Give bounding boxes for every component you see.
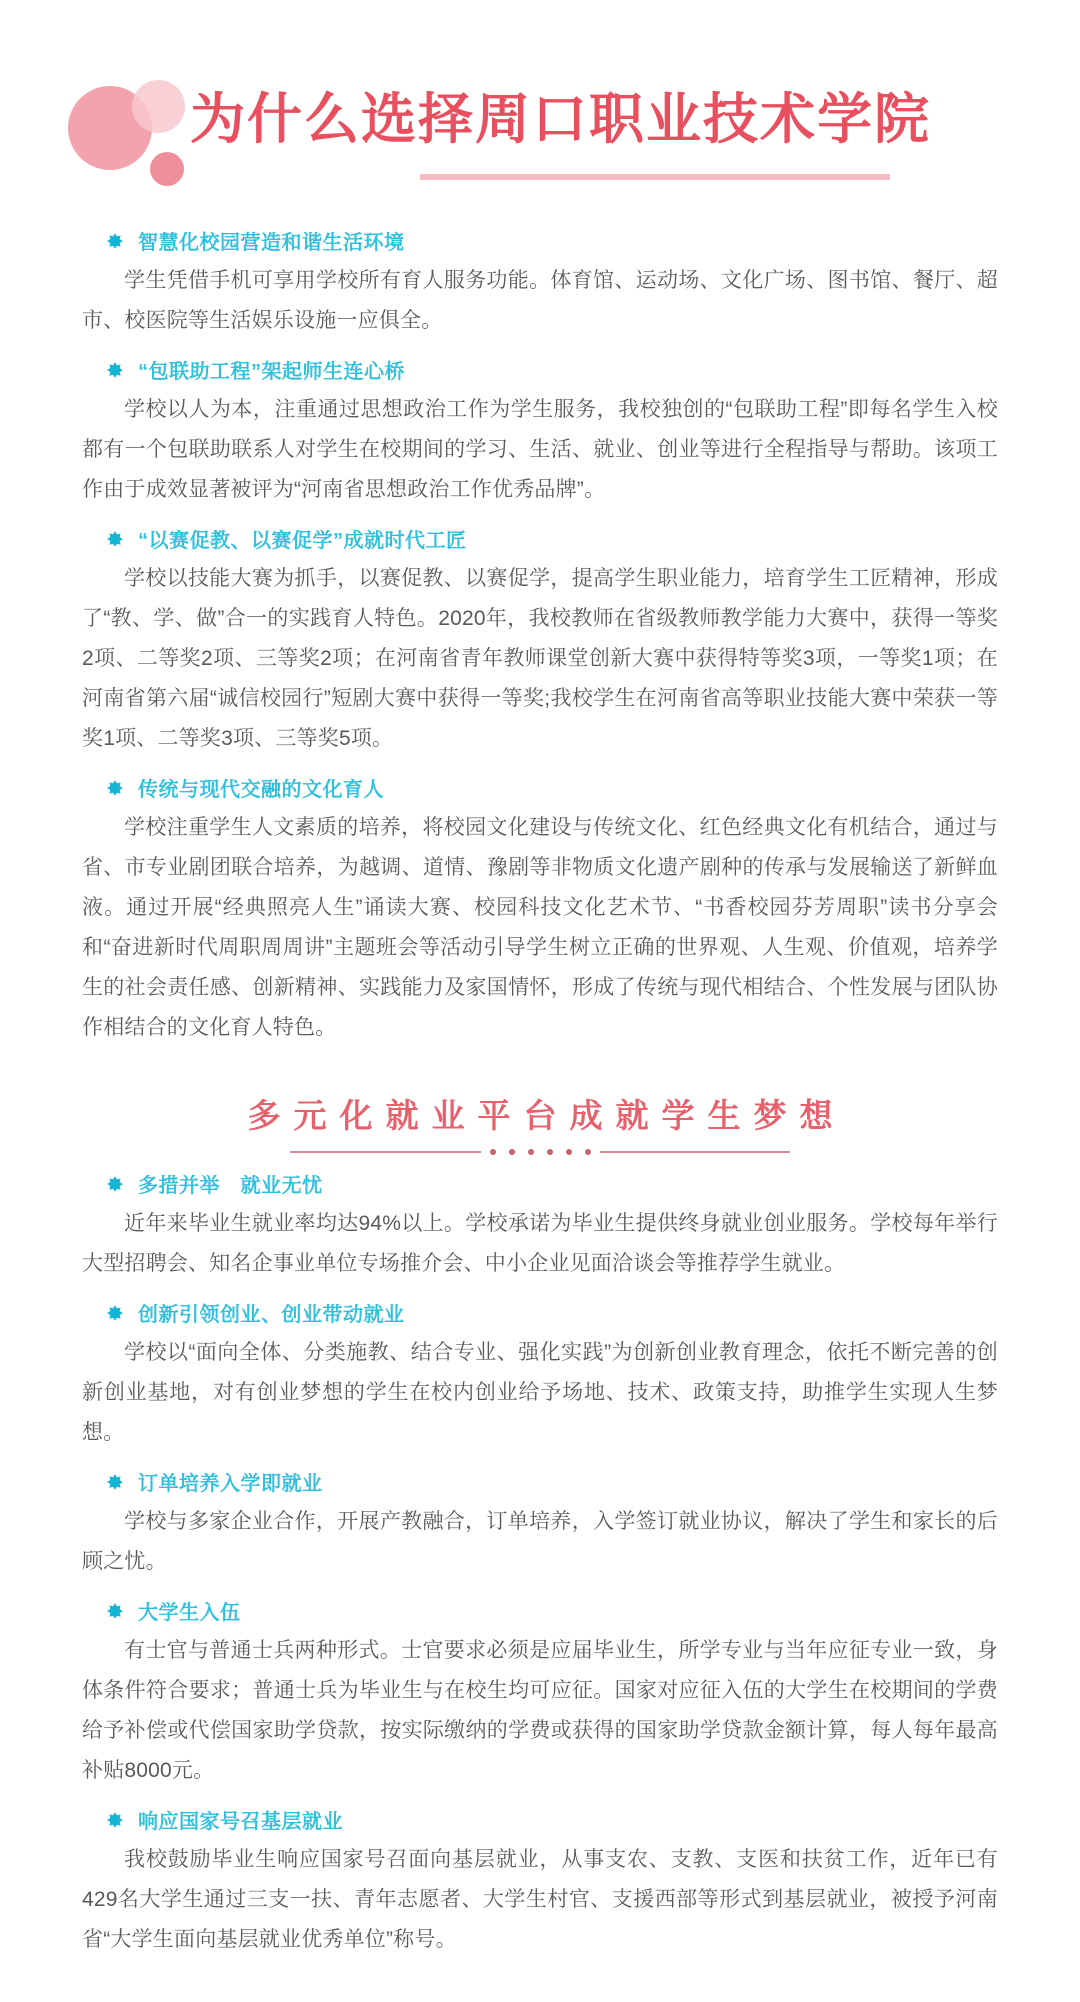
flower-bullet-icon <box>106 1175 124 1193</box>
divider-dots <box>490 1149 591 1155</box>
section-paragraph: 学生凭借手机可享用学校所有育人服务功能。体育馆、运动场、文化广场、图书馆、餐厅、超市、校医院等生活娱乐设施一应俱全。 <box>82 269 998 332</box>
section-heading <box>106 1169 998 1198</box>
section-block <box>82 226 998 341</box>
section-paragraph: 有士官与普通士兵两种形式。士官要求必须是应届毕业生，所学专业与当年应征专业一致，身体条件符合要求；普通士兵为毕业生与在校生均可应征。国家对应征入伍的大学生在校期间的学费给予补偿或代偿国家助学贷款，按实际缴纳的学费或获得的国家助学贷款金额计算，每人每年最高补贴8000元。 <box>82 1639 998 1782</box>
divider-dot <box>547 1149 553 1155</box>
section-paragraph: 近年来毕业生就业率均达94%以上。学校承诺为毕业生提供终身就业创业服务。学校每年举行大型招聘会、知名企事业单位专场推介会、中小企业见面洽谈会等推荐学生就业。 <box>82 1212 998 1275</box>
section-heading-label: “以赛促教、以赛促学”成就时代工匠 <box>138 530 467 552</box>
section-paragraph: 学校以人为本，注重通过思想政治工作为学生服务，我校独创的“包联助工程”即每名学生入校都有一个包联助联系人对学生在校期间的学习、生活、就业、创业等进行全程指导与帮助。该项工作由于成效显著被评为“河南省思想政治工作优秀品牌”。 <box>82 398 998 501</box>
section-paragraph: 学校以“面向全体、分类施教、结合专业、强化实践”为创新创业教育理念，依托不断完善的创新创业基地，对有创业梦想的学生在校内创业给予场地、技术、政策支持，助推学生实现人生梦想。 <box>82 1341 998 1444</box>
title-underline <box>420 174 890 180</box>
flower-bullet-icon <box>106 1811 124 1829</box>
mid-section-title: 多元化就业平台成就学生梦想 <box>247 1097 846 1134</box>
section-block <box>82 524 998 759</box>
flower-bullet-icon <box>106 1304 124 1322</box>
section-paragraph: 学校注重学生人文素质的培养，将校园文化建设与传统文化、红色经典文化有机结合，通过与省、市专业剧团联合培养，为越调、道情、豫剧等非物质文化遗产剧种的传承与发展输送了新鲜血液。通过开展“经典照亮人生”诵读大赛、校园科技文化艺术节、“书香校园芬芳周职”读书分享会和“奋进新时代周职周周讲”主题班会等活动引导学生树立正确的世界观、人生观、价值观，培养学生的社会责任感、创新精神、实践能力及家国情怀，形成了传统与现代相结合、个性发展与团队协作相结合的文化育人特色。 <box>82 816 998 1039</box>
section-heading <box>106 1298 998 1327</box>
flower-bullet-icon <box>106 361 124 379</box>
decor-circle-light <box>132 80 185 133</box>
section-heading-label: 大学生入伍 <box>138 1602 241 1624</box>
flower-bullet-icon <box>106 779 124 797</box>
section-heading-label: 智慧化校园营造和谐生活环境 <box>138 232 405 254</box>
divider-dot <box>585 1149 591 1155</box>
section-heading-label: 响应国家号召基层就业 <box>138 1811 343 1833</box>
section-paragraph: 我校鼓励毕业生响应国家号召面向基层就业，从事支农、支教、支医和扶贫工作，近年已有429名大学生通过三支一扶、青年志愿者、大学生村官、支援西部等形式到基层就业，被授予河南省“大学生面向基层就业优秀单位”称号。 <box>82 1848 998 1951</box>
decor-circle-small <box>150 152 184 186</box>
flower-bullet-icon <box>106 530 124 548</box>
page-title: 为什么选择周口职业技术学院 <box>190 88 932 150</box>
mid-section-banner <box>82 1090 998 1155</box>
section-heading <box>106 1596 998 1625</box>
flower-bullet-icon <box>106 1473 124 1491</box>
section-heading <box>106 524 998 553</box>
section-heading-label: 创新引领创业、创业带动就业 <box>138 1304 405 1326</box>
section-heading <box>106 1467 998 1496</box>
divider-line-right <box>600 1151 791 1153</box>
section-heading <box>106 226 998 255</box>
section-group-employment <box>82 1169 998 1960</box>
page-header <box>0 74 1080 204</box>
divider-line-left <box>290 1151 481 1153</box>
section-block <box>82 773 998 1048</box>
section-heading-label: 订单培养入学即就业 <box>138 1473 323 1495</box>
section-heading-label: 多措并举 就业无忧 <box>138 1175 323 1197</box>
section-heading <box>106 773 998 802</box>
section-heading-label: “包联助工程”架起师生连心桥 <box>138 361 405 383</box>
section-block <box>82 1596 998 1791</box>
section-heading <box>106 1805 998 1834</box>
section-heading <box>106 355 998 384</box>
section-block <box>82 1467 998 1582</box>
section-block <box>82 355 998 510</box>
section-paragraph: 学校与多家企业合作，开展产教融合，订单培养，入学签订就业协议，解决了学生和家长的后顾之忧。 <box>82 1510 998 1573</box>
flower-bullet-icon <box>106 1602 124 1620</box>
section-block <box>82 1298 998 1453</box>
section-block <box>82 1805 998 1960</box>
divider-dot <box>566 1149 572 1155</box>
section-block <box>82 1169 998 1284</box>
divider-dot <box>509 1149 515 1155</box>
section-paragraph: 学校以技能大赛为抓手，以赛促教、以赛促学，提高学生职业能力，培育学生工匠精神，形成了“教、学、做”合一的实践育人特色。2020年，我校教师在省级教师教学能力大赛中，获得一等奖2项、二等奖2项、三等奖2项；在河南省青年教师课堂创新大赛中获得特等奖3项，一等奖1项；在河南省第六届“诚信校园行”短剧大赛中获得一等奖;我校学生在河南省高等职业技能大赛中荣获一等奖1项、二等奖3项、三等奖5项。 <box>82 567 998 750</box>
section-heading-label: 传统与现代交融的文化育人 <box>138 779 384 801</box>
flower-bullet-icon <box>106 232 124 250</box>
divider-dot <box>528 1149 534 1155</box>
section-group-why-choose <box>82 226 998 1048</box>
dotted-divider <box>290 1149 790 1155</box>
divider-dot <box>490 1149 496 1155</box>
page-content <box>0 204 1080 2002</box>
